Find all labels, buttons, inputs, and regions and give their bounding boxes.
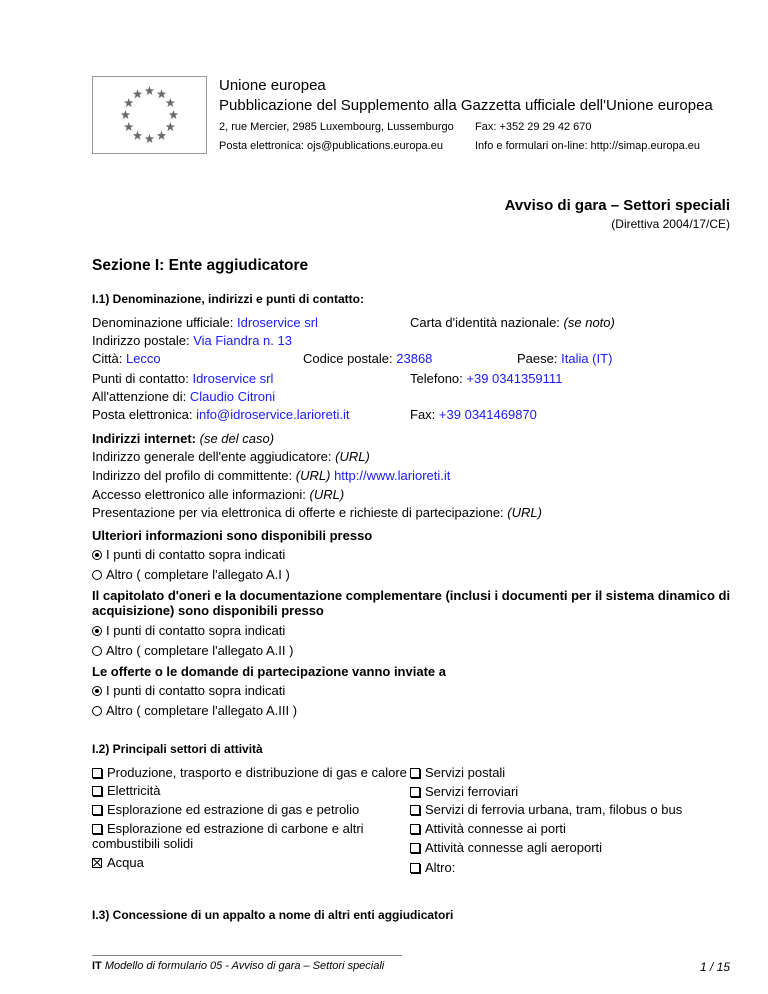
tenders-title: Le offerte o le domande di partecipazione vanno inviate a — [92, 664, 446, 679]
option-label: Altro ( completare l'allegato A.I ) — [106, 567, 290, 582]
docs-title-line-1: Il capitolato d'oneri e la documentazione complementare (inclusi i documenti per il sistema dinamico di — [92, 588, 731, 603]
postal-code-row — [303, 351, 432, 366]
sector-gas-heat[interactable] — [92, 765, 407, 780]
buyer-profile-label: Indirizzo del profilo di committente: — [92, 468, 293, 483]
star-icon — [124, 98, 134, 107]
city-label: Città: — [92, 351, 123, 366]
id-card-note: (se noto) — [563, 315, 615, 330]
official-name-label: Denominazione ufficiale: — [92, 315, 234, 330]
sector-coal-line-2: combustibili solidi — [92, 836, 194, 851]
phone-label: Telefono: — [410, 371, 463, 386]
attention-label: All'attenzione di: — [92, 389, 187, 404]
checkbox-checked-icon[interactable] — [92, 858, 102, 868]
i1-title: I.1) Denominazione, indirizzi e punti di contatto: — [92, 292, 364, 306]
section-title: Sezione I: Ente aggiudicatore — [92, 257, 309, 274]
sector-label: Acqua — [107, 855, 144, 870]
contact-row — [92, 371, 273, 386]
sector-gas-oil[interactable] — [92, 802, 359, 817]
checkbox-unchecked-icon[interactable] — [92, 786, 102, 796]
country-row — [517, 351, 612, 366]
docs-title-line-2: acquisizione) sono disponibili presso — [92, 603, 324, 618]
footer-divider — [92, 955, 402, 956]
header-address: 2, rue Mercier, 2985 Luxembourg, Lussemburgo — [219, 121, 454, 133]
country-label: Paese: — [517, 351, 558, 366]
eu-flag-logo — [92, 76, 207, 154]
star-icon — [145, 86, 155, 95]
sector-postal[interactable] — [410, 765, 505, 780]
star-icon — [157, 89, 167, 98]
radio-selected-icon[interactable] — [92, 686, 102, 696]
star-icon — [133, 89, 143, 98]
radio-unselected-icon[interactable] — [92, 570, 102, 580]
fax-value: +39 0341469870 — [438, 407, 537, 422]
sector-label: Produzione, trasporto e distribuzione di gas e calore — [107, 765, 407, 780]
docs-option-1[interactable] — [92, 623, 285, 638]
contact-label: Punti di contatto: — [92, 371, 189, 386]
buyer-profile-row — [92, 468, 450, 483]
star-icon — [133, 131, 143, 140]
star-icon — [166, 98, 176, 107]
star-icon — [124, 122, 134, 131]
sector-label: Esplorazione ed estrazione di gas e petrolio — [107, 802, 360, 817]
docs-option-2[interactable] — [92, 643, 293, 658]
radio-unselected-icon[interactable] — [92, 706, 102, 716]
option-label: I punti di contatto sopra indicati — [106, 683, 286, 698]
electronic-access-note: (URL) — [309, 487, 345, 502]
buyer-profile-note: (URL) — [295, 468, 331, 483]
fax-label: Fax: — [410, 407, 436, 422]
sector-label: Servizi di ferrovia urbana, tram, filobus o bus — [425, 802, 683, 817]
sector-water[interactable] — [92, 855, 144, 870]
attention-row — [92, 389, 275, 404]
sector-label: Servizi ferroviari — [425, 784, 519, 799]
id-card-row — [410, 315, 615, 330]
footer-form — [92, 960, 384, 972]
general-address-row — [92, 449, 370, 464]
checkbox-unchecked-icon[interactable] — [410, 805, 420, 815]
star-icon — [166, 122, 176, 131]
page-number: 1 / 15 — [699, 960, 730, 974]
sector-label: Attività connesse agli aeroporti — [425, 840, 603, 855]
notice-title: Avviso di gara – Settori speciali — [504, 197, 730, 214]
phone-value: +39 0341359111 — [466, 371, 563, 386]
postal-code-value: 23868 — [396, 351, 433, 366]
radio-selected-icon[interactable] — [92, 626, 102, 636]
further-info-option-2[interactable] — [92, 567, 290, 582]
internet-note: (se del caso) — [199, 431, 275, 446]
checkbox-unchecked-icon[interactable] — [410, 863, 420, 873]
option-label: I punti di contatto sopra indicati — [106, 623, 286, 638]
star-icon — [157, 131, 167, 140]
footer-lang: IT — [92, 960, 102, 972]
electronic-submission-row — [92, 505, 542, 520]
postal-address-row — [92, 333, 292, 348]
id-card-label: Carta d'identità nazionale: — [410, 315, 560, 330]
star-icon — [145, 134, 155, 143]
star-icon — [169, 110, 179, 119]
sector-other[interactable] — [410, 860, 455, 875]
tenders-option-2[interactable] — [92, 703, 297, 718]
electronic-submission-label: Presentazione per via elettronica di offerte e richieste di partecipazione: — [92, 505, 504, 520]
header-fax: Fax: +352 29 29 42 670 — [475, 121, 592, 133]
sector-electricity[interactable] — [92, 783, 160, 798]
official-name-value: Idroservice srl — [237, 315, 318, 330]
official-name-row — [92, 315, 318, 330]
fax-row — [410, 407, 537, 422]
buyer-profile-link[interactable]: http://www.larioreti.it — [334, 468, 451, 483]
tenders-option-1[interactable] — [92, 683, 285, 698]
star-icon — [121, 110, 131, 119]
email-row — [92, 407, 349, 422]
checkbox-unchecked-icon[interactable] — [92, 768, 102, 778]
header-org: Unione europea — [219, 77, 326, 94]
i2-title: I.2) Principali settori di attività — [92, 742, 263, 756]
electronic-access-row — [92, 487, 344, 502]
phone-row — [410, 371, 562, 386]
postal-code-label: Codice postale: — [303, 351, 393, 366]
general-address-note: (URL) — [335, 449, 370, 464]
sector-label: Servizi postali — [425, 765, 506, 780]
i3-title: I.3) Concessione di un appalto a nome di altri enti aggiudicatori — [92, 908, 454, 922]
postal-address-value: Via Fiandra n. 13 — [193, 333, 292, 348]
header-email: Posta elettronica: ojs@publications.europa.eu — [219, 140, 443, 152]
email-value: info@idroservice.larioreti.it — [196, 407, 350, 422]
further-info-option-1[interactable] — [92, 547, 285, 562]
checkbox-unchecked-icon[interactable] — [92, 824, 102, 834]
attention-value: Claudio Citroni — [189, 389, 276, 404]
checkbox-unchecked-icon[interactable] — [92, 805, 102, 815]
internet-row — [92, 431, 274, 446]
email-label: Posta elettronica: — [92, 407, 193, 422]
electronic-access-label: Accesso elettronico alle informazioni: — [92, 487, 306, 502]
eu-stars-icon — [93, 77, 206, 153]
further-info-title: Ulteriori informazioni sono disponibili presso — [92, 528, 373, 543]
sector-ports[interactable] — [410, 821, 566, 836]
general-address-label: Indirizzo generale dell'ente aggiudicatore: — [92, 449, 332, 464]
checkbox-unchecked-icon[interactable] — [410, 843, 420, 853]
header-info: Info e formulari on-line: http://simap.europa.eu — [475, 140, 701, 152]
sector-label: Elettricità — [107, 783, 161, 798]
country-value: Italia (IT) — [561, 351, 613, 366]
option-label: Altro ( completare l'allegato A.II ) — [106, 643, 294, 658]
sector-urban-transport[interactable] — [410, 802, 682, 817]
sector-airports[interactable] — [410, 840, 602, 855]
header-publication: Pubblicazione del Supplemento alla Gazzetta ufficiale dell'Unione europea — [219, 97, 713, 114]
sector-label: Esplorazione ed estrazione di carbone e altri — [107, 821, 364, 836]
checkbox-unchecked-icon[interactable] — [410, 787, 420, 797]
radio-selected-icon[interactable] — [92, 550, 102, 560]
postal-address-label: Indirizzo postale: — [92, 333, 190, 348]
contact-value: Idroservice srl — [192, 371, 274, 386]
city-row — [92, 351, 161, 366]
sector-label: Altro: — [425, 860, 456, 875]
notice-directive: (Direttiva 2004/17/CE) — [611, 217, 730, 231]
sector-railway[interactable] — [410, 784, 518, 799]
checkbox-unchecked-icon[interactable] — [410, 824, 420, 834]
checkbox-unchecked-icon[interactable] — [410, 768, 420, 778]
city-value: Lecco — [125, 351, 161, 366]
footer-form-name: Modello di formulario 05 - Avviso di gara – Settori speciali — [104, 960, 385, 972]
radio-unselected-icon[interactable] — [92, 646, 102, 656]
sector-coal[interactable] — [92, 821, 364, 836]
sector-label: Attività connesse ai porti — [425, 821, 566, 836]
electronic-submission-note: (URL) — [507, 505, 542, 520]
option-label: Altro ( completare l'allegato A.III ) — [106, 703, 298, 718]
option-label: I punti di contatto sopra indicati — [106, 547, 286, 562]
internet-label: Indirizzi internet: — [92, 431, 196, 446]
